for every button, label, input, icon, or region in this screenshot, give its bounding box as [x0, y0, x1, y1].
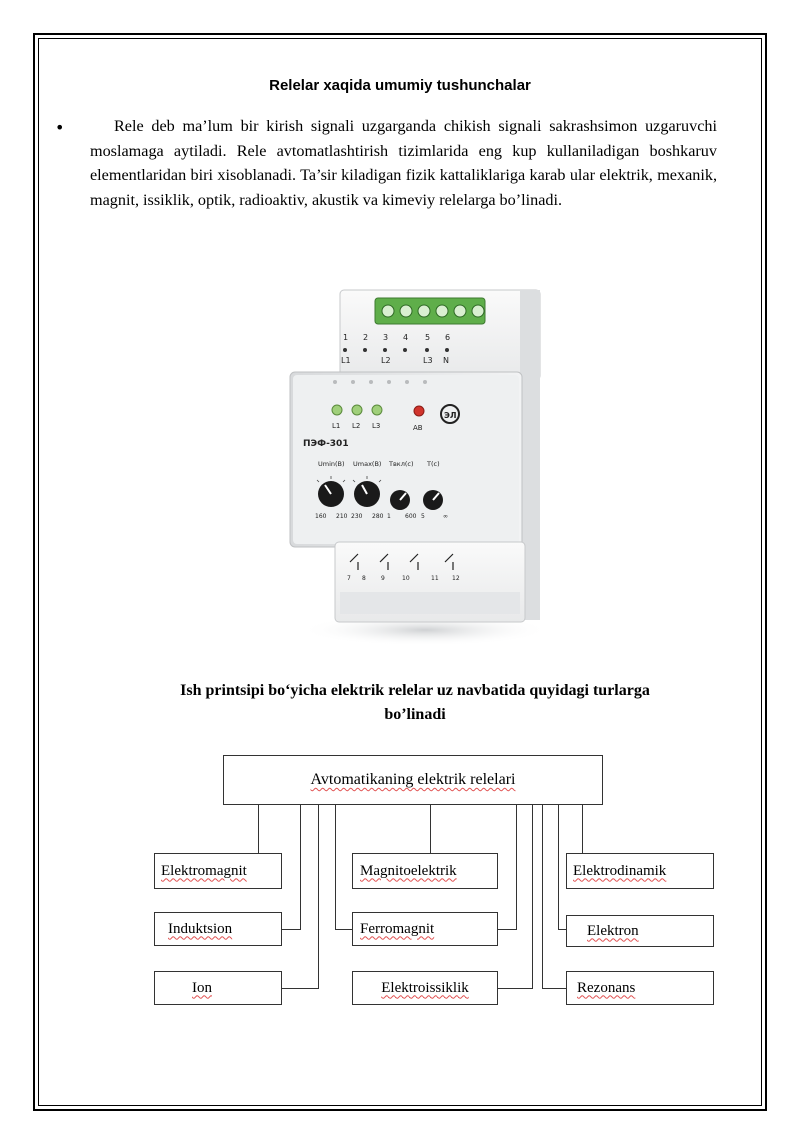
brand-logo: ЭЛ [444, 411, 457, 420]
diagram-box-elektroissiklik [352, 971, 498, 1005]
alarm-label: АВ [413, 424, 423, 432]
knob-umin-max: 210 [336, 513, 348, 520]
intro-paragraph: Rele deb ma’lum bir kirish signali uzgarganda chikish signali sakrashsimon uzgaruvchi moslamaga aytiladi. Rele avtomatlashtirish tizimlarida eng kup kullaniladigan boshkaruv elementlaridan biri xisoblanadi. Ta’sir kiladigan fizik kattaliklariga karab ular elektrik, mexanik, magnit, issiklik, optik, radioaktiv, akustik va kimeviy relelarga bo’linadi. [90, 117, 717, 209]
phase-label-l1: L1 [341, 356, 351, 365]
diagram-box-ion [154, 971, 282, 1005]
phase-label-l3: L3 [423, 356, 433, 365]
terminal-8: 8 [362, 575, 366, 582]
diagram-root-label: Avtomatikaning elektrik relelari [310, 771, 516, 788]
diagram-box-rezonans [566, 971, 714, 1005]
diagram-box-elektromagnit [154, 853, 282, 889]
diagram-label-ion: Ion [192, 979, 212, 996]
led-label-l3: L3 [372, 422, 381, 430]
diagram-label-elektromagnit: Elektromagnit [161, 862, 247, 879]
terminal-2: 2 [363, 333, 369, 342]
knob-label-umin: Umin(B) [318, 460, 345, 468]
diagram-box-elektron [566, 915, 714, 947]
phase-label-l2: L2 [381, 356, 391, 365]
classification-heading-line1: Ish printsipi bo‘yicha elektrik relelar uz navbatida quyidagi turlarga [180, 682, 650, 699]
classification-heading [130, 679, 700, 727]
terminal-4: 4 [403, 333, 409, 342]
led-label-l1: L1 [332, 422, 341, 430]
knob-t-min: 5 [421, 513, 425, 520]
knob-umax-max: 280 [372, 513, 384, 520]
knob-umin-min: 160 [315, 513, 327, 520]
terminal-11: 11 [431, 575, 439, 582]
terminal-3: 3 [383, 333, 389, 342]
terminal-9: 9 [381, 575, 385, 582]
diagram-box-magnitoelektrik [352, 853, 498, 889]
diagram-label-induktsion: Induktsion [168, 920, 233, 937]
relay-device-image [285, 280, 555, 650]
knob-umax-min: 230 [351, 513, 363, 520]
bullet-marker: • [55, 118, 65, 137]
model-label: ПЭФ-301 [303, 439, 349, 449]
knob-t-max: ∞ [443, 513, 448, 520]
knob-label-t: T(c) [427, 460, 440, 468]
terminal-5: 5 [425, 333, 431, 342]
phase-label-n: N [443, 356, 449, 365]
diagram-box-induktsion [154, 912, 282, 946]
diagram-label-elektrodinamik: Elektrodinamik [573, 862, 667, 879]
diagram-box-ferromagnit [352, 912, 498, 946]
diagram-label-elektron: Elektron [587, 922, 639, 939]
terminal-1: 1 [343, 333, 349, 342]
terminal-6: 6 [445, 333, 451, 342]
knob-label-ton: Tвкл(c) [389, 460, 414, 468]
diagram-label-ferromagnit: Ferromagnit [360, 920, 435, 937]
diagram-label-rezonans: Rezonans [577, 979, 636, 996]
knob-label-umax: Umax(B) [353, 460, 382, 468]
diagram-root-box [223, 755, 603, 805]
terminal-7: 7 [347, 575, 351, 582]
relay-type-diagram [140, 745, 740, 1025]
led-label-l2: L2 [352, 422, 361, 430]
diagram-label-elektroissiklik: Elektroissiklik [381, 979, 469, 996]
knob-ton-max: 600 [405, 513, 417, 520]
terminal-12: 12 [452, 575, 460, 582]
document-title: Relelar xaqida umumiy tushunchalar [269, 77, 531, 94]
diagram-label-magnitoelektrik: Magnitoelektrik [360, 862, 457, 879]
terminal-10: 10 [402, 575, 410, 582]
diagram-box-elektrodinamik [566, 853, 714, 889]
knob-ton-min: 1 [387, 513, 391, 520]
classification-heading-line2: bo’linadi [384, 706, 446, 723]
